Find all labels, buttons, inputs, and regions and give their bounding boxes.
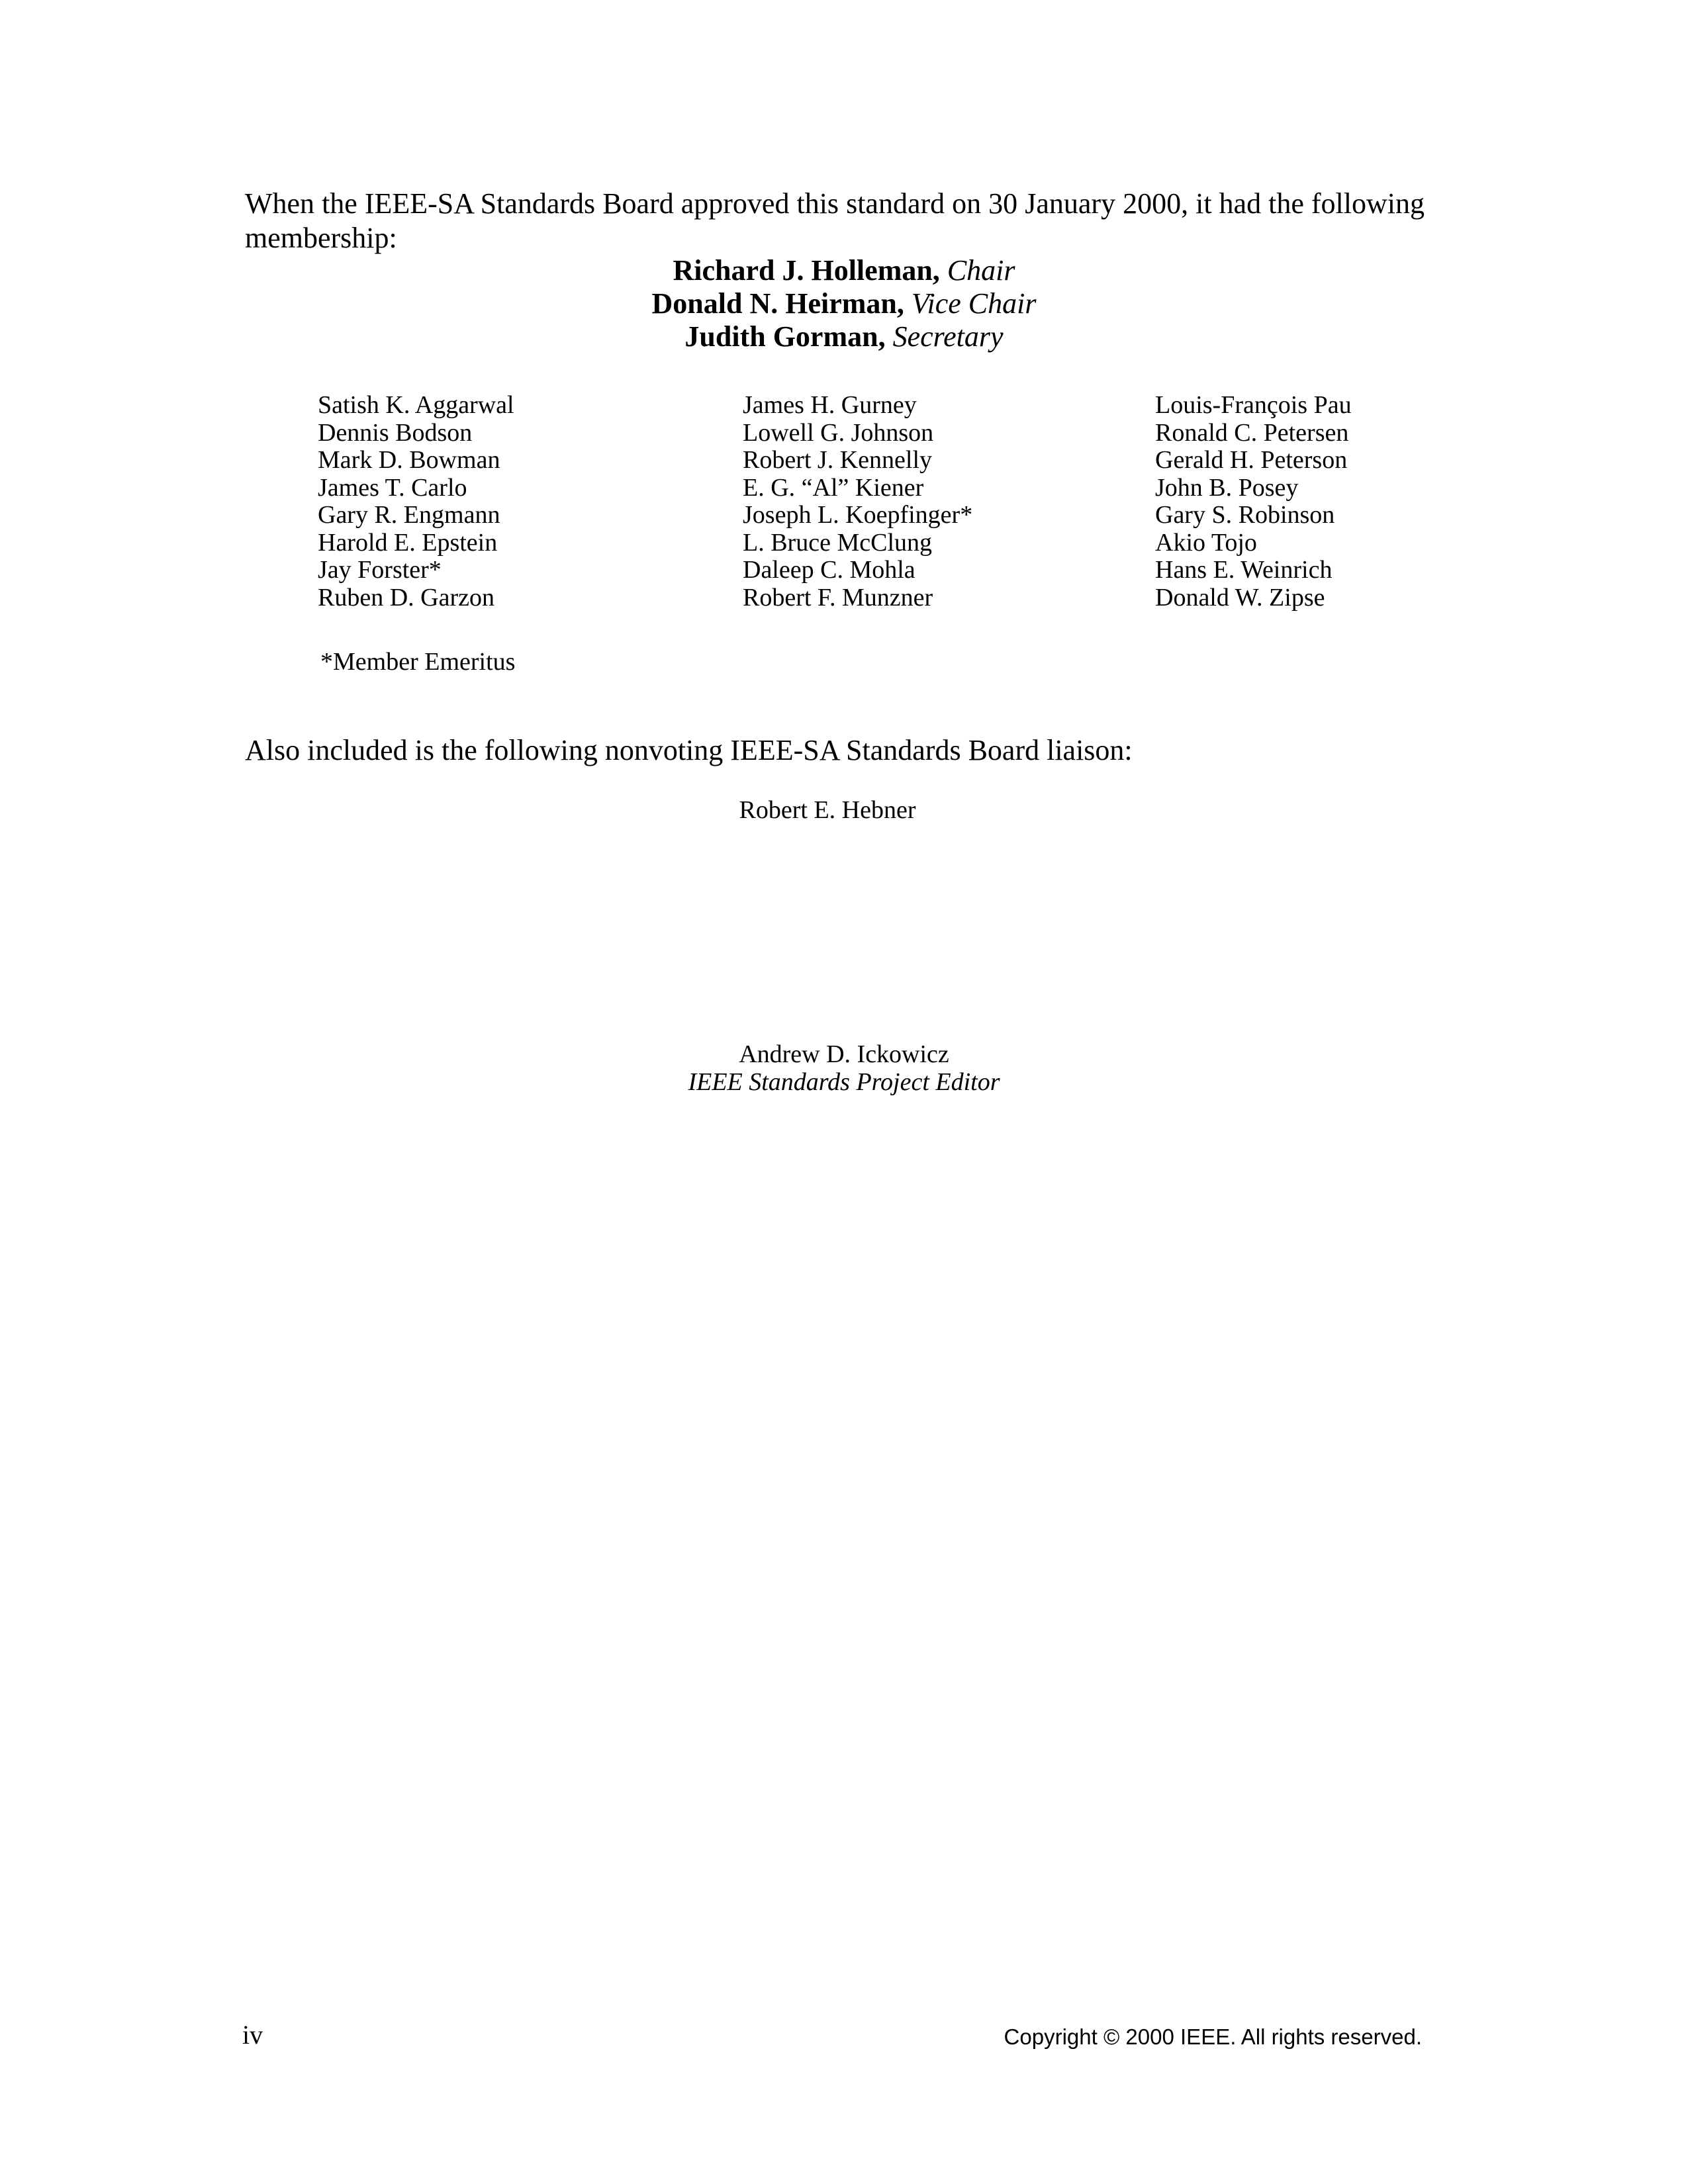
member-name: Satish K. Aggarwal [318, 391, 514, 419]
officer-role: Secretary [892, 320, 1004, 353]
officer-vice-chair [0, 287, 1688, 320]
officer-name: Judith Gorman, [684, 320, 886, 353]
project-editor [0, 1040, 1688, 1096]
officer-chair [0, 254, 1688, 287]
officer-name: Richard J. Holleman, [673, 254, 940, 287]
member-name: Ronald C. Petersen [1155, 418, 1349, 447]
officer-role: Chair [947, 254, 1015, 287]
copyright-notice: Copyright © 2000 IEEE. All rights reserved. [1004, 2025, 1422, 2049]
member-name: Daleep C. Mohla [743, 556, 915, 584]
board-officers [0, 254, 1688, 353]
member-name: Lowell G. Johnson [743, 418, 934, 447]
member-name: Louis-François Pau [1155, 391, 1352, 419]
liaison-intro: Also included is the following nonvoting IEEE-SA Standards Board liaison: [245, 734, 1133, 766]
member-name: Dennis Bodson [318, 418, 473, 447]
member-column-3 [1155, 392, 1352, 612]
member-name: Robert F. Munzner [743, 583, 933, 612]
member-name: L. Bruce McClung [743, 528, 933, 557]
editor-name: Andrew D. Ickowicz [739, 1040, 949, 1068]
page-number: iv [242, 2020, 263, 2050]
member-name: Robert J. Kennelly [743, 446, 933, 474]
member-name: Mark D. Bowman [318, 446, 500, 474]
member-name: Ruben D. Garzon [318, 583, 494, 612]
member-name: Gary S. Robinson [1155, 501, 1335, 529]
officer-secretary [0, 320, 1688, 353]
officer-role: Vice Chair [911, 287, 1037, 320]
member-name: John B. Posey [1155, 473, 1299, 502]
member-column-1 [318, 392, 514, 612]
member-name: Hans E. Weinrich [1155, 556, 1333, 584]
member-name: Akio Tojo [1155, 528, 1257, 557]
officer-name: Donald N. Heirman, [651, 287, 904, 320]
member-name: E. G. “Al” Kiener [743, 473, 924, 502]
liaison-name: Robert E. Hebner [739, 796, 916, 824]
member-name: Jay Forster* [318, 556, 442, 584]
member-column-2 [743, 392, 972, 612]
member-name: Harold E. Epstein [318, 528, 498, 557]
member-name: Gary R. Engmann [318, 501, 500, 529]
member-name: James T. Carlo [318, 473, 467, 502]
member-name: James H. Gurney [743, 391, 917, 419]
member-name: Donald W. Zipse [1155, 583, 1325, 612]
member-name: Joseph L. Koepfinger* [743, 501, 973, 529]
member-name: Gerald H. Peterson [1155, 446, 1348, 474]
editor-title: IEEE Standards Project Editor [688, 1068, 1000, 1096]
intro-paragraph: When the IEEE-SA Standards Board approved this standard on 30 January 2000, it had the following membership: [245, 187, 1425, 254]
member-emeritus-footnote: *Member Emeritus [320, 648, 516, 676]
